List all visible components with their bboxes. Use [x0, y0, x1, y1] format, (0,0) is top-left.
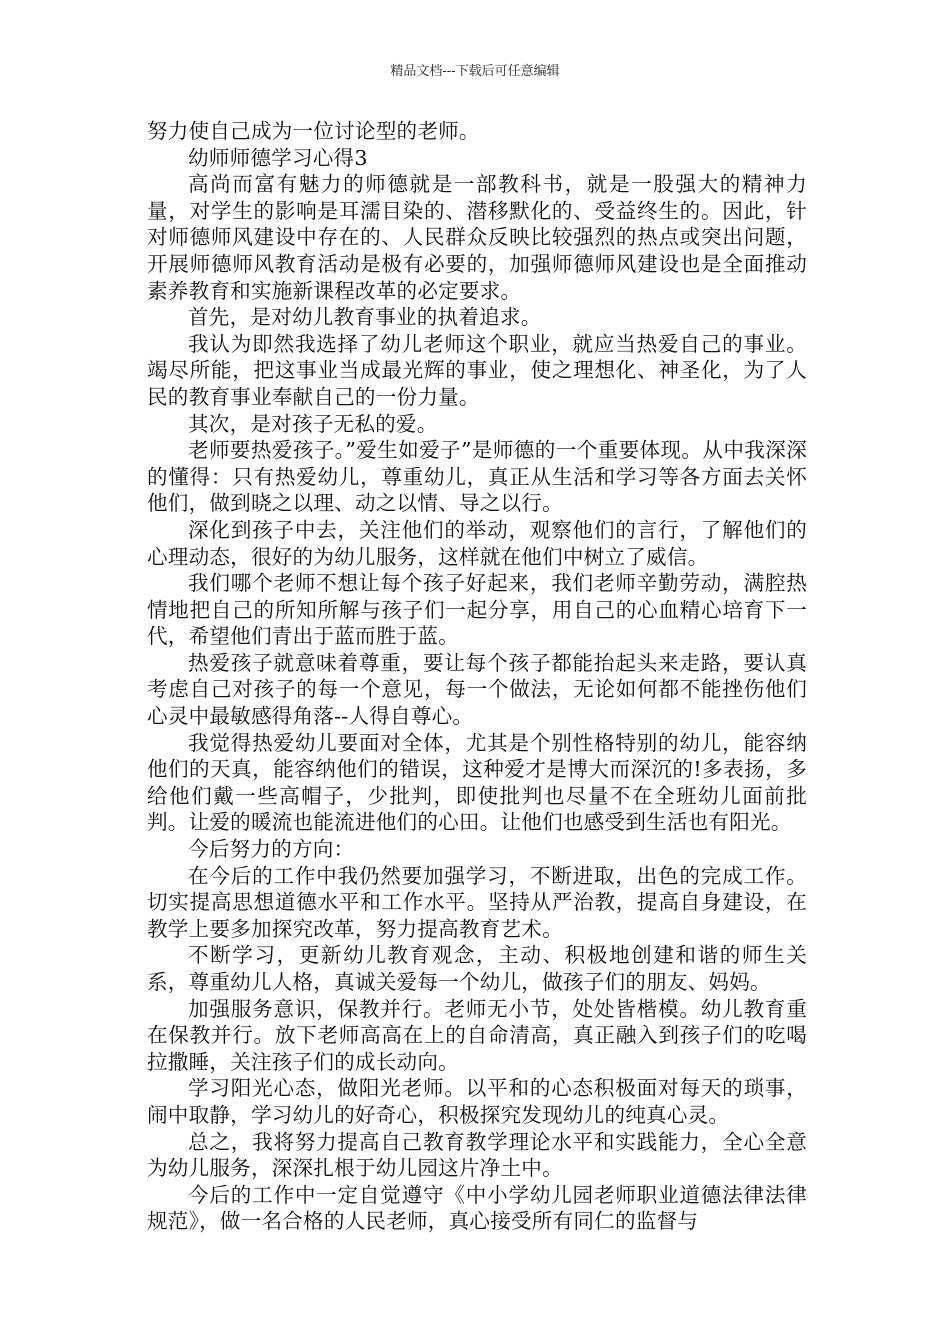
paragraph: 首先，是对幼儿教育事业的执着追求。 — [188, 305, 542, 330]
paragraph: 今后努力的方向： — [188, 837, 355, 862]
paragraph: 深化到孩子中去，关注他们的举动，观察他们的言行，了解他们的心理动态，很好的为幼儿服务，这样就在他们中树立了威信。 — [147, 517, 807, 569]
section-heading: 幼师师德学习心得3 — [188, 145, 368, 170]
paragraph: 我们哪个老师不想让每个孩子好起来，我们老师辛勤劳动，满腔热情地把自己的所知所解与孩子们一起分享，用自己的心血精心培育下一代，希望他们青出于蓝而胜于蓝。 — [147, 571, 807, 649]
paragraph: 其次，是对孩子无私的爱。 — [188, 411, 438, 436]
paragraph: 老师要热爱孩子。”爱生如爱子”是师德的一个重要体现。从中我深深的懂得：只有热爱幼儿，尊重幼儿，真正从生活和学习等各方面去关怀他们，做到晓之以理、动之以情、导之以行。 — [147, 438, 807, 516]
paragraph: 总之，我将努力提高自己教育教学理论水平和实践能力，全心全意为幼儿服务，深深扎根于幼儿园这片净土中。 — [147, 1129, 807, 1181]
paragraph: 我觉得热爱幼儿要面对全体，尤其是个别性格特别的幼儿，能容纳他们的天真，能容纳他们的错误，这种爱才是博大而深沉的!多表扬，多给他们戴一些高帽子，少批判，即使批判也尽量不在全班幼儿面前批判。让爱的暖流也能流进他们的心田。让他们也感受到生活也有阳光。 — [147, 730, 807, 835]
document-body — [147, 118, 807, 1235]
page-header: 精品文档---下载后可任意编辑 — [390, 64, 560, 79]
paragraph: 努力使自己成为一位讨论型的老师。 — [147, 119, 480, 143]
paragraph: 学习阳光心态，做阳光老师。以平和的心态积极面对每天的琐事，闹中取静，学习幼儿的好奇心，积极探究发现幼儿的纯真心灵。 — [147, 1076, 807, 1127]
paragraph: 加强服务意识，保教并行。老师无小节，处处皆楷模。幼儿教育重在保教并行。放下老师高高在上的自命清高，真正融入到孩子们的吃喝拉撒睡，关注孩子们的成长动向。 — [147, 996, 807, 1074]
paragraph: 高尚而富有魅力的师德就是一部教科书，就是一股强大的精神力量，对学生的影响是耳濡目染的、潜移默化的、受益终生的。因此，针对师德师风建设中存在的、人民群众反映比较强烈的热点或突出问题，开展师德师风教育活动是极有必要的，加强师德师风建设也是全面推动素养教育和实施新课程改革的必定要求。 — [147, 172, 807, 303]
paragraph: 不断学习，更新幼儿教育观念，主动、积极地创建和谐的师生关系，尊重幼儿人格，真诚关爱每一个幼儿，做孩子们的朋友、妈妈。 — [147, 943, 807, 994]
paragraph: 在今后的工作中我仍然要加强学习，不断进取，出色的完成工作。切实提高思想道德水平和工作水平。坚持从严治教，提高自身建设，在教学上要多加探究改革，努力提高教育艺术。 — [147, 863, 807, 941]
paragraph: 我认为即然我选择了幼儿老师这个职业，就应当热爱自己的事业。竭尽所能，把这事业当成最光辉的事业，使之理想化、神圣化，为了人民的教育事业奉献自己的一份力量。 — [147, 331, 807, 409]
paragraph: 热爱孩子就意味着尊重，要让每个孩子都能抬起头来走路，要认真考虑自己对孩子的每一个意见，每一个做法，无论如何都不能挫伤他们心灵中最敏感得角落--人得自尊心。 — [147, 650, 807, 729]
paragraph: 今后的工作中一定自觉遵守《中小学幼儿园老师职业道德法律法律规范》，做一名合格的人民老师，真心接受所有同仁的监督与 — [147, 1182, 807, 1234]
